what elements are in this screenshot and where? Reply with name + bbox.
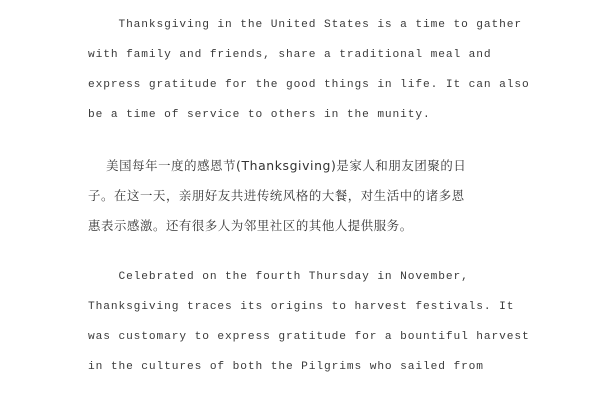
paragraph-english-history <box>88 262 530 382</box>
text-line: Thanksgiving traces its origins to harvest festivals. It <box>88 301 515 313</box>
text-line: 惠表示感激。还有很多人为邻里社区的其他人提供服务。 <box>88 218 413 233</box>
text-line: was customary to express gratitude for a bountiful harvest <box>88 331 530 343</box>
text-line: 美国每年一度的感恩节(Thanksgiving)是家人和朋友团聚的日 <box>88 158 467 173</box>
text-line: Celebrated on the fourth Thursday in November, <box>88 271 469 283</box>
page-bottom-fade <box>0 394 600 400</box>
paragraph-english-intro <box>88 10 530 130</box>
text-line: express gratitude for the good things in life. It can also <box>88 79 530 91</box>
text-line: be a time of service to others in the munity. <box>88 109 431 121</box>
text-line: with family and friends, share a traditional meal and <box>88 49 492 61</box>
paragraph-chinese-translation <box>88 151 512 241</box>
text-line: in the cultures of both the Pilgrims who sailed from <box>88 361 484 373</box>
text-line: Thanksgiving in the United States is a time to gather <box>88 19 522 31</box>
text-line: 子。在这一天，亲朋好友共进传统风格的大餐，对生活中的诸多恩 <box>88 188 465 203</box>
